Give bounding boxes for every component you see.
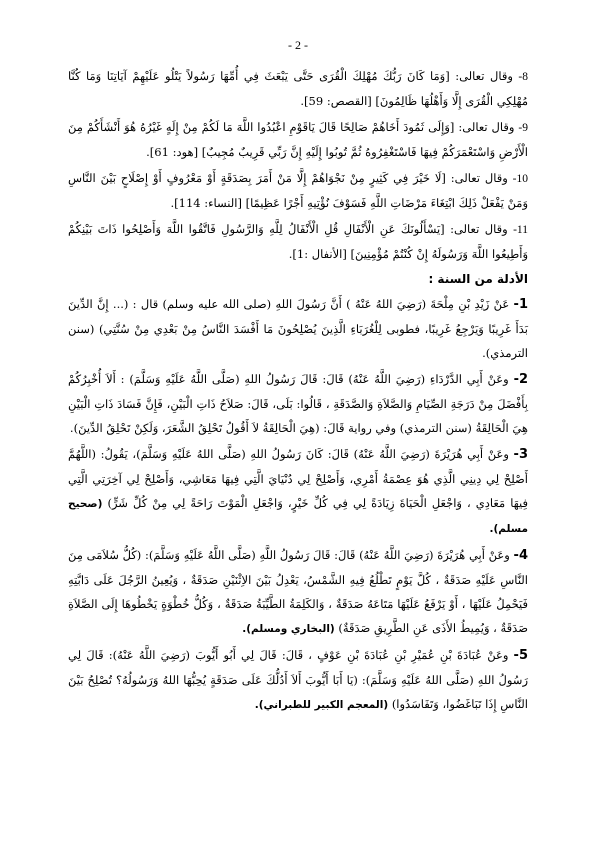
hadith-source: (المعجم الكبير للطبراني).	[254, 699, 389, 711]
page-content	[68, 64, 528, 719]
hadith-4	[68, 543, 528, 641]
verse-number: 11-	[513, 224, 528, 236]
quran-verse-9	[68, 115, 528, 164]
verse-text: وقال تعالى: [لَا خَيْرَ فِي كَثِيرٍ مِنْ نَجْوَاهُمْ إِلَّا مَنْ أَمَرَ بِصَدَقَةٍ أَوْ مَعْرُوفٍ أَوْ إِصْلَاحٍ بَيْنَ النَّاسِ وَمَنْ يَفْعَلْ ذَلِكَ ابْتِغَاءَ مَرْضَاتِ اللَّهِ فَسَوْفَ نُؤْتِيهِ أَجْرًا عَظِيمًا] [النساء: 114].	[68, 171, 528, 210]
verse-text: وقال تعالى: [وَإِلَى ثَمُودَ أَخَاهُمْ صَالِحًا قَالَ يَاقَوْمِ اعْبُدُوا اللَّهَ مَا لَكُمْ مِنْ إِلَهٍ غَيْرُهُ هُوَ أَنْشَأَكُمْ مِنَ الْأَرْضِ وَاسْتَعْمَرَكُمْ فِيهَا فَاسْتَغْفِرُوهُ ثُمَّ تُوبُوا إِلَيْهِ إِنَّ رَبِّي قَرِيبٌ مُجِيبٌ] [هود: 61].	[68, 120, 528, 159]
hadith-number: 2-	[513, 372, 529, 387]
quran-verse-10	[68, 166, 528, 215]
hadith-text: وعَنْ عُبَادَةَ بْنِ عُمَيْرِ بْنِ عُبَادَةَ بْنِ عَوْفٍ ، قَالَ: قَالَ لِي أَبُو أَيُّوبَ (رَضِيَ اللَّهُ عَنْهُ): قَالَ لِي رَسُولُ اللهِ (صَلَّى اللهُ عَلَيْهِ وَسَلَّمَ): (يَا أَبَا أَيُّوبَ أَلاَ أَدُلُّكَ عَلَى صَدَقَةٍ يُحِبُّهَا اللهُ وَرَسُولُهُ؟ تُصْلِحُ بَيْنَ النَّاسِ إِذَا تَبَاغَضُوا، وَتَفَاسَدُوا)	[68, 648, 528, 711]
hadith-source: (البخاري ومسلم).	[242, 623, 335, 635]
verse-number: 9-	[518, 122, 528, 134]
hadith-number: 5-	[513, 648, 528, 663]
verse-number: 10-	[512, 173, 528, 185]
hadith-text: وعَنْ أَبِي هُرَيْرَةَ (رَضِيَ اللَّهُ عَنْهُ) قَالَ: قَالَ رَسُولُ اللَّهِ (صَلَّى اللَّهُ عَلَيْهِ وَسَلَّمَ): (كُلُّ سُلاَمَى مِنَ النَّاسِ عَلَيْهِ صَدَقَةٌ ، كُلَّ يَوْمٍ تَطْلُعُ فِيهِ الشَّمْسُ، يَعْدِلُ بَيْنَ الاِثْنَيْنِ صَدَقَةٌ ، وَيُعِينُ الرَّجُلَ عَلَى دَابَّتِهِ فَيَحْمِلُ عَلَيْهَا ، أَوْ يَرْفَعُ عَلَيْهَا مَتَاعَهُ صَدَقَةٌ ، وَالكَلِمَةُ الطَّيِّبَةُ صَدَقَةٌ ، وَكُلُّ خُطْوَةٍ يَخْطُوهَا إِلَى الصَّلاَةِ صَدَقَةٌ ، وَيُمِيطُ الأَذَى عَنِ الطَّرِيقِ صَدَقَةٌ)	[68, 548, 528, 635]
verse-text: وقال تعالى: [وَمَا كَانَ رَبُّكَ مُهْلِكَ الْقُرَى حَتَّى يَبْعَثَ فِي أُمِّهَا رَسُولاً يَتْلُو عَلَيْهِمْ آيَاتِنَا وَمَا كُنَّا مُهْلِكِي الْقُرَى إِلَّا وَأَهْلُهَا ظَالِمُونَ] [القصص: 59].	[68, 69, 528, 108]
hadith-3	[68, 442, 528, 541]
hadith-source: (صحيح مسلم).	[68, 498, 528, 535]
section-heading: الأدلة من السنة :	[428, 272, 528, 286]
verse-text: وقال تعالى: [يَسْأَلُونَكَ عَنِ الْأَنْفَالِ قُلِ الْأَنْفَالُ لِلَّهِ وَالرَّسُولِ فَاتَّقُوا اللَّهَ وَأَصْلِحُوا ذَاتَ بَيْنِكُمْ وَأَطِيعُوا اللَّهَ وَرَسُولَهُ إِنْ كُنْتُمْ مُؤْمِنِينَ] [الأنفال :1].	[68, 222, 528, 261]
hadith-number: 1-	[513, 297, 528, 312]
hadith-text: عَنْ زَيْدِ بْنِ مِلْحَةَ (رَضِيَ اللهُ عَنْهُ ) أَنَّ رَسُولَ اللهِ (صلى الله عليه وسلم) قال : (... إِنَّ الدِّينَ بَدَأَ غَرِيبًا وَيَرْجِعُ غَرِيبًا، فطوبى لِلْغُرَبَاءِ الَّذِينَ يُصْلِحُونَ مَا أَفْسَدَ النَّاسُ مِنْ بَعْدِي مِنْ سُنَّتِي) (سنن الترمذي).	[68, 297, 528, 360]
quran-verse-11	[68, 217, 528, 266]
hadith-text: وعَنْ أَبِي الدَّرْدَاءِ (رَضِيَ اللَّهُ عَنْهُ) قَالَ: قَالَ رَسُولُ اللهِ (صَلَّى اللَّهُ عَلَيْهِ وَسَلَّمَ) : أَلاَ أُخْبِرُكُمْ بِأَفْضَلَ مِنْ دَرَجَةِ الصِّيَامِ وَالصَّلاَةِ وَالصَّدَقَةِ ، قَالُوا: بَلَى، قَالَ: صَلاَحُ ذَاتِ الْبَيْنِ، فَإِنَّ فَسَادَ ذَاتِ الْبَيْنِ هِيَ الْحَالِقَةُ (سنن الترمذي) وفي رواية قَالَ: (هِيَ الْحَالِقَةُ لاَ أَقُولُ تَحْلِقُ الشَّعَرَ، وَلَكِنْ تَحْلِقُ الدِّينَ).	[68, 372, 528, 435]
hadith-number: 4-	[513, 548, 528, 563]
page-number: - 2 -	[288, 38, 308, 52]
quran-verse-8	[68, 64, 528, 113]
hadith-number: 3-	[513, 447, 528, 462]
hadith-5	[68, 643, 528, 717]
hadith-1	[68, 292, 528, 365]
hadith-text: وعَنْ أَبِي هُرَيْرَةَ (رَضِيَ اللَّهُ عَنْهُ) قَالَ: كَانَ رَسُولُ اللهِ (صَلَّى اللهُ عَلَيْهِ وَسَلَّمَ)، يَقُولُ: (اللَّهُمَّ أَصْلِحْ لِي دِينِي الَّذِي هُوَ عِصْمَةُ أَمْرِي، وَأَصْلِحْ لِي دُنْيَايَ الَّتِي فِيهَا مَعَاشِي، وَأَصْلِحْ لِي آخِرَتِي الَّتِي فِيهَا مَعَادِي ، وَاجْعَلِ الْحَيَاةَ زِيَادَةً لِي فِي كُلِّ خَيْرٍ، وَاجْعَلِ الْمَوْتَ رَاحَةً لِي مِنْ كُلِّ شَرٍّ)	[68, 447, 528, 510]
hadith-2	[68, 367, 528, 440]
verse-number: 8-	[518, 71, 528, 83]
